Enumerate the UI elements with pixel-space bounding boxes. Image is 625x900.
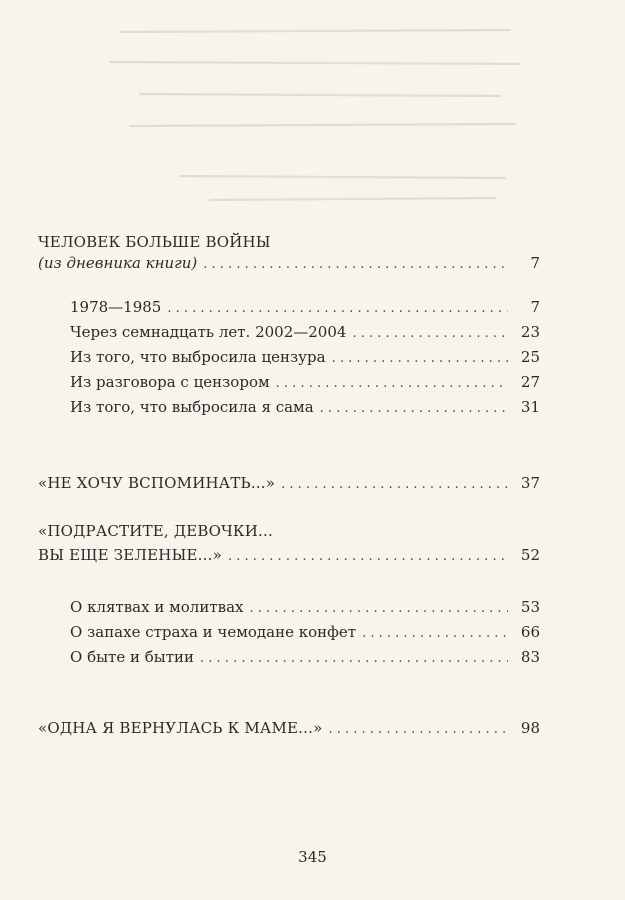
toc-entry[interactable] xyxy=(70,622,540,644)
toc-entry-title: О быте и бытии xyxy=(70,648,195,666)
toc-entry-page: 25 xyxy=(520,348,540,366)
toc-entry[interactable] xyxy=(70,347,540,369)
toc-entry-page: 98 xyxy=(520,719,540,737)
dot-leader xyxy=(281,475,508,495)
toc-entry-page: 23 xyxy=(520,323,540,341)
toc-entry-page: 31 xyxy=(520,398,540,416)
toc-entry-title: Через семнадцать лет. 2002—2004 xyxy=(70,323,347,341)
toc-entry-title: 1978—1985 xyxy=(70,298,162,316)
toc-entry[interactable] xyxy=(38,253,540,275)
toc-entry-title: (из дневника книги) xyxy=(38,254,198,272)
toc-entry-page: 37 xyxy=(520,474,540,492)
toc-entry-page: 53 xyxy=(520,598,540,616)
toc-entry[interactable] xyxy=(38,718,540,740)
dot-leader xyxy=(332,349,508,369)
toc-entry-title: ВЫ ЕЩЕ ЗЕЛЕНЫЕ...» xyxy=(38,546,222,564)
toc-entry-title: Из того, что выбросила я сама xyxy=(70,398,314,416)
toc-entry[interactable] xyxy=(38,545,540,567)
toc-entry-title: О запахе страха и чемодане конфет xyxy=(70,623,357,641)
toc-entry[interactable] xyxy=(70,647,540,669)
dot-leader xyxy=(249,599,508,619)
dot-leader xyxy=(276,374,508,394)
dot-leader xyxy=(228,547,508,567)
dot-leader xyxy=(320,399,508,419)
toc-entry[interactable] xyxy=(70,297,540,319)
toc-entry-title: «ОДНА Я ВЕРНУЛАСЬ К МАМЕ...» xyxy=(38,719,323,737)
toc-entry[interactable] xyxy=(70,322,540,344)
toc-entry[interactable] xyxy=(70,397,540,419)
toc-entry[interactable] xyxy=(38,473,540,495)
toc-entry-title: Из того, что выбросила цензура xyxy=(70,348,326,366)
dot-leader xyxy=(167,299,508,319)
toc-entry-title: Из разговора с цензором xyxy=(70,373,270,391)
dot-leader xyxy=(362,624,508,644)
dot-leader xyxy=(203,255,508,275)
toc-entry[interactable] xyxy=(70,372,540,394)
toc-entry-page: 7 xyxy=(530,298,540,316)
section-heading: ЧЕЛОВЕК БОЛЬШЕ ВОЙНЫ xyxy=(38,233,271,251)
toc-entry-page: 27 xyxy=(520,373,540,391)
dot-leader xyxy=(328,720,508,740)
section-heading: «ПОДРАСТИТЕ, ДЕВОЧКИ... xyxy=(38,522,273,540)
toc-entry-title: «НЕ ХОЧУ ВСПОМИНАТЬ...» xyxy=(38,474,276,492)
toc-entry[interactable] xyxy=(70,597,540,619)
page-number: 345 xyxy=(298,848,327,866)
toc-entry-title: О клятвах и молитвах xyxy=(70,598,244,616)
toc-entry-page: 66 xyxy=(520,623,540,641)
toc-entry-page: 7 xyxy=(530,254,540,272)
dot-leader xyxy=(352,324,508,344)
toc-entry-page: 83 xyxy=(520,648,540,666)
dot-leader xyxy=(200,649,508,669)
toc-entry-page: 52 xyxy=(520,546,540,564)
